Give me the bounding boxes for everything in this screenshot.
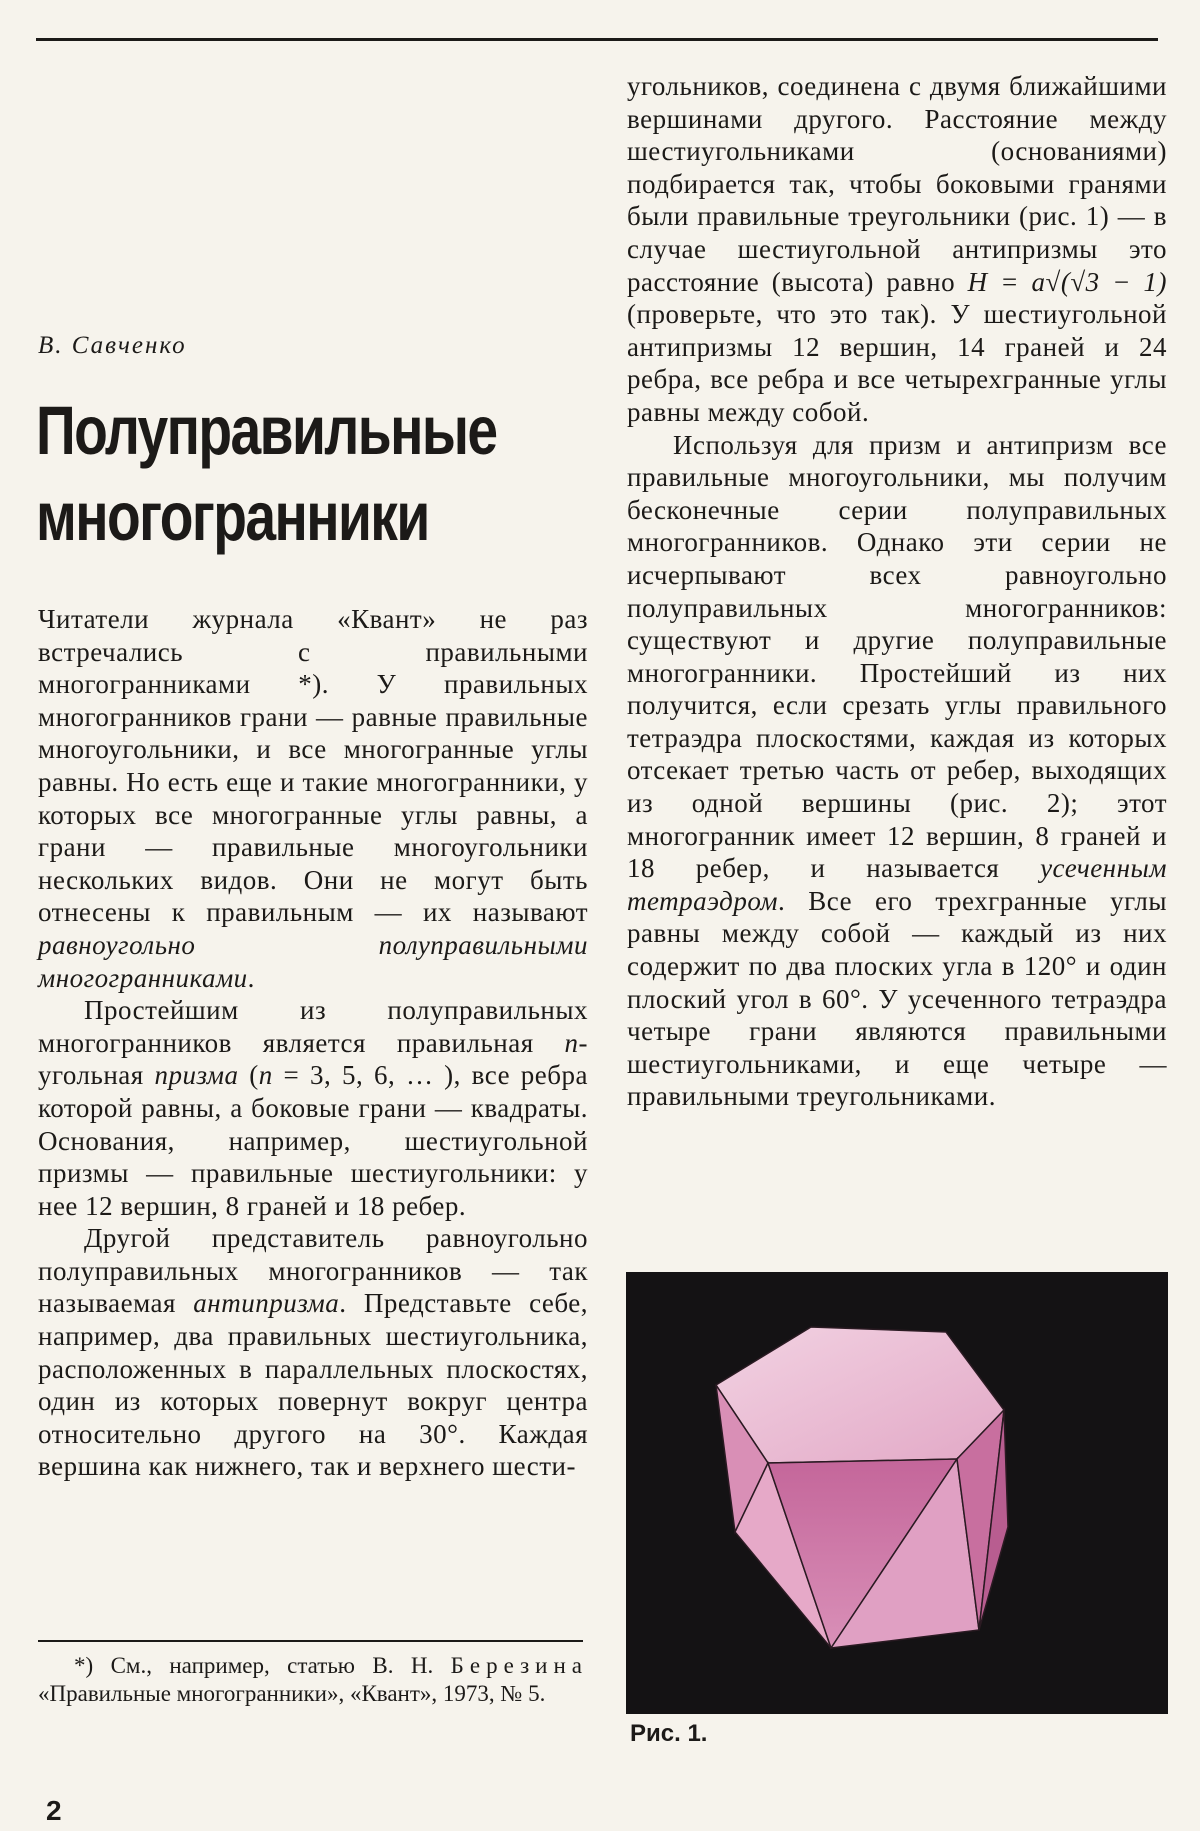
term-equiangular: равноугольно полуправильными многогранниками (38, 929, 588, 993)
paragraph: Читатели журнала «Квант» не раз встречались с правильными многогранниками *). У правильных многогранников грани — равные правильные многоугольники, и все многогранные углы равны. Но есть еще и такие многогранники, у которых все многогранные углы равны, а грани — правильные многоугольники нескольких видов. Они не могут быть отнесены к правильным — их называют равноугольно полуправильными многогранниками. (38, 604, 588, 993)
paragraph: Используя для призм и антипризм все правильные многоугольники, мы получим бесконечные серии полуправильных многогранников. Однако эти серии не исчерпывают всех равноугольно полуправильных многогранников: существуют и другие полуправильные многогранники. Простейший из них получится, если срезать углы правильного тетраэдра плоскостями, каждая из которых отсекает третью часть от ребер, выходящих из одной вершины (рис. 2); этот многогранник имеет 12 вершин, 8 граней и 18 ребер, и называется усеченным тетраэдром. Все его трехгранные углы равны между собой — каждый из них содержит по два плоских угла в 120° и один плоский угол в 60°. У усеченного тетраэдра четыре грани являются правильными шестиугольниками, и еще четыре — правильными треугольниками. (627, 429, 1167, 1112)
hexagonal-antiprism-illustration (626, 1272, 1168, 1714)
term-truncated-tetrahedron: усеченным тетраэдром (627, 853, 1167, 916)
figure-caption: Рис. 1. (630, 1720, 708, 1747)
footnote: *) См., например, статью В. Н. Березина «Правильные многогранники», «Квант», 1973, № 5. (38, 1653, 588, 1706)
title-line-1: Полуправильные (36, 392, 497, 469)
paragraph: Другой представитель равноугольно полуправильных многогранников — так называемая антипризма. Представьте себе, например, два правильных шестиугольника, расположенных в параллельных плоскостях, один из которых повернут вокруг центра относительно другого на 30°. Каждая вершина как нижнего, так и верхнего шести- (38, 1223, 588, 1482)
term-antiprism: антипризма (193, 1288, 340, 1319)
antiprism-figure (626, 1272, 1168, 1714)
page-number: 2 (46, 1795, 62, 1826)
article-title (36, 388, 497, 560)
title-line-2: многогранники (36, 478, 429, 555)
term-prism: призма (154, 1060, 239, 1091)
article-author: В. Савченко (38, 332, 187, 359)
paragraph: Простейшим из полуправильных многогранников является правильная n-угольная призма (n = 3, 5, 6, … ), все ребра которой равны, а боковые грани — квадраты. Основания, например, шестиугольной призмы — правильные шестиугольники: у нее 12 вершин, 8 граней и 18 ребер. (38, 995, 589, 1221)
left-column (38, 603, 588, 1483)
paragraph: угольников, соединена с двумя ближайшими вершинами другого. Расстояние между шестиугольниками (основаниями) подбирается так, чтобы боковыми гранями были правильные треугольники (рис. 1) — в случае шестиугольной антипризмы это расстояние (высота) равно H = a√(√3 − 1) (проверьте, что это так). У шестиугольной антипризмы 12 вершин, 14 граней и 24 ребра, все ребра и все четырехгранные углы равны между собой. (627, 71, 1167, 427)
top-face (716, 1327, 1004, 1463)
height-formula: H = a√(√3 − 1) (967, 266, 1167, 297)
top-rule (36, 38, 1158, 41)
right-column (627, 70, 1167, 1113)
footnote-rule (38, 1640, 583, 1642)
